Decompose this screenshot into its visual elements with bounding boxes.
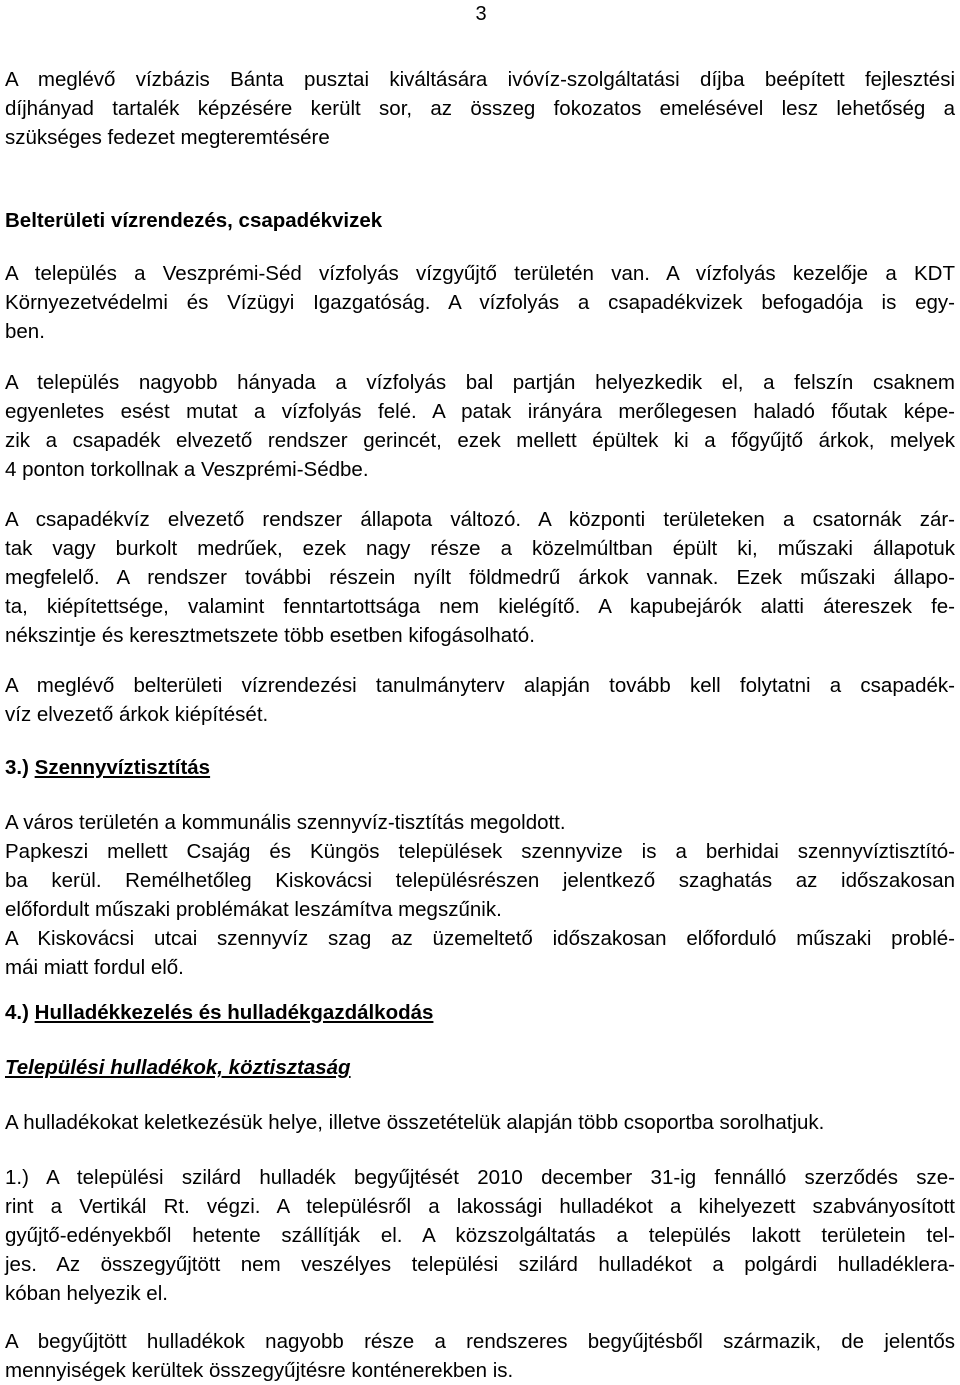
text-line: A Kiskovácsi utcai szennyvíz szag az üzemeltető időszakosan előforduló műszaki problé- [5,927,955,950]
text-line: Környezetvédelmi és Vízügyi Igazgatóság. A vízfolyás a csapadékvizek befogadója is egy- [5,291,955,314]
paragraph-veszpremi-sed [5,259,955,346]
paragraph-telepules-lejtes [5,368,955,484]
text-line: nékszintje és keresztmetszete több esetben kifogásolható. [5,624,535,647]
heading-hulladekkezeles [5,998,955,1027]
text-line: A város területén a kommunális szennyvíz-tisztítás megoldott. [5,811,566,834]
text-line: rint a Vertikál Rt. végzi. A településről a lakossági hulladékot a kihelyezett szabványosított [5,1195,955,1218]
text-line: megfelelő. A rendszer további részein nyílt földmedrű árkok vannak. Ezek műszaki állapo- [5,566,955,589]
text-line: A település a Veszprémi-Séd vízfolyás vízgyűjtő területén van. A vízfolyás kezelője a KDT [5,262,955,285]
paragraph-szennyviz [5,808,955,982]
text-line: kóban helyezik el. [5,1282,168,1305]
text-line: tak vagy burkolt medrűek, ezek nagy része a közelmúltban épült ki, műszaki állapotuk [5,537,955,560]
text-line: Papkeszi mellett Csajág és Küngös települések szennyvize is a berhidai szennyvíztisztító- [5,840,955,863]
text-line: ben. [5,320,45,343]
text-line: mennyiségek kerültek összegyűjtésre konténerekben is. [5,1359,514,1382]
paragraph-tanulmanyterv [5,671,955,729]
page-number: 3 [475,3,487,25]
text-line: jes. Az összegyűjtött nem veszélyes települési szilárd hulladékot a polgárdi hulladéklera- [5,1253,955,1276]
text-line: ba kerül. Remélhetőleg Kiskovácsi településrészen jelentkező szaghatás az időszakosan [5,869,955,892]
heading-number: 3.) [5,756,29,779]
text-line: gyűjtő-edényekből hetente szállítják el. A közszolgáltatás a település lakott területein tel- [5,1224,955,1247]
text-line: ta, kiépítettsége, valamint fenntartottsága nem kielégítő. A kapubejárók alatti átereszek fe- [5,595,955,618]
text-line: zik a csapadék elvezető rendszer gerincét, ezek mellett épültek ki a főgyűjtő árkok, melyek [5,429,955,452]
text-line: A hulladékokat keletkezésük helye, illetve összetételük alapján több csoportba sorolhatjuk. [5,1111,825,1134]
paragraph-szilard-hulladek [5,1163,955,1308]
text-line: előfordult műszaki problémákat leszámítva megszűnik. [5,898,502,921]
heading-number: 4.) [5,1001,29,1024]
paragraph-vizbazis [5,65,955,152]
text-line: 1.) A települési szilárd hulladék begyűjtését 2010 december 31-ig fennálló szerződés sze- [5,1166,955,1189]
paragraph-csapadekviz-rendszer [5,505,955,650]
paragraph-begyujtott-hulladek [5,1327,955,1385]
text-line: A csapadékvíz elvezető rendszer állapota változó. A központi területeken a csatornák zár- [5,508,955,531]
heading-title: Hulladékkezelés és hulladékgazdálkodás [34,1001,434,1024]
text-line: víz elvezető árkok kiépítését. [5,703,269,726]
paragraph-hulladek-csoportok [5,1108,955,1137]
heading-szennyviztisztitas [5,753,955,782]
text-line: díjhányad tartalék képzésére került sor, az összeg fokozatos emelésével lesz lehetőség a [5,97,955,120]
text-line: A meglévő belterületi vízrendezési tanulmányterv alapján tovább kell folytatni a csapadék- [5,674,955,697]
text-line: mái miatt fordul elő. [5,956,184,979]
text-line: A település nagyobb hányada a vízfolyás bal partján helyezkedik el, a felszín csaknem [5,371,955,394]
text-line: A meglévő vízbázis Bánta pusztai kiváltására ivóvíz-szolgáltatási díjba beépített fejlesztési [5,68,955,91]
heading-telepulesi-hulladekok: Települési hulladékok, köztisztaság [5,1056,351,1079]
text-line: A begyűjtött hulladékok nagyobb része a rendszeres begyűjtésből származik, de jelentős [5,1330,955,1353]
heading-belteruleti-vizrendezes: Belterületi vízrendezés, csapadékvizek [5,209,383,232]
text-line: 4 ponton torkollnak a Veszprémi-Sédbe. [5,458,369,481]
heading-title: Szennyvíztisztítás [34,756,211,779]
text-line: szükséges fedezet megteremtésére [5,126,330,149]
text-line: egyenletes esést mutat a vízfolyás felé. A patak irányára merőlegesen haladó főutak képe- [5,400,955,423]
